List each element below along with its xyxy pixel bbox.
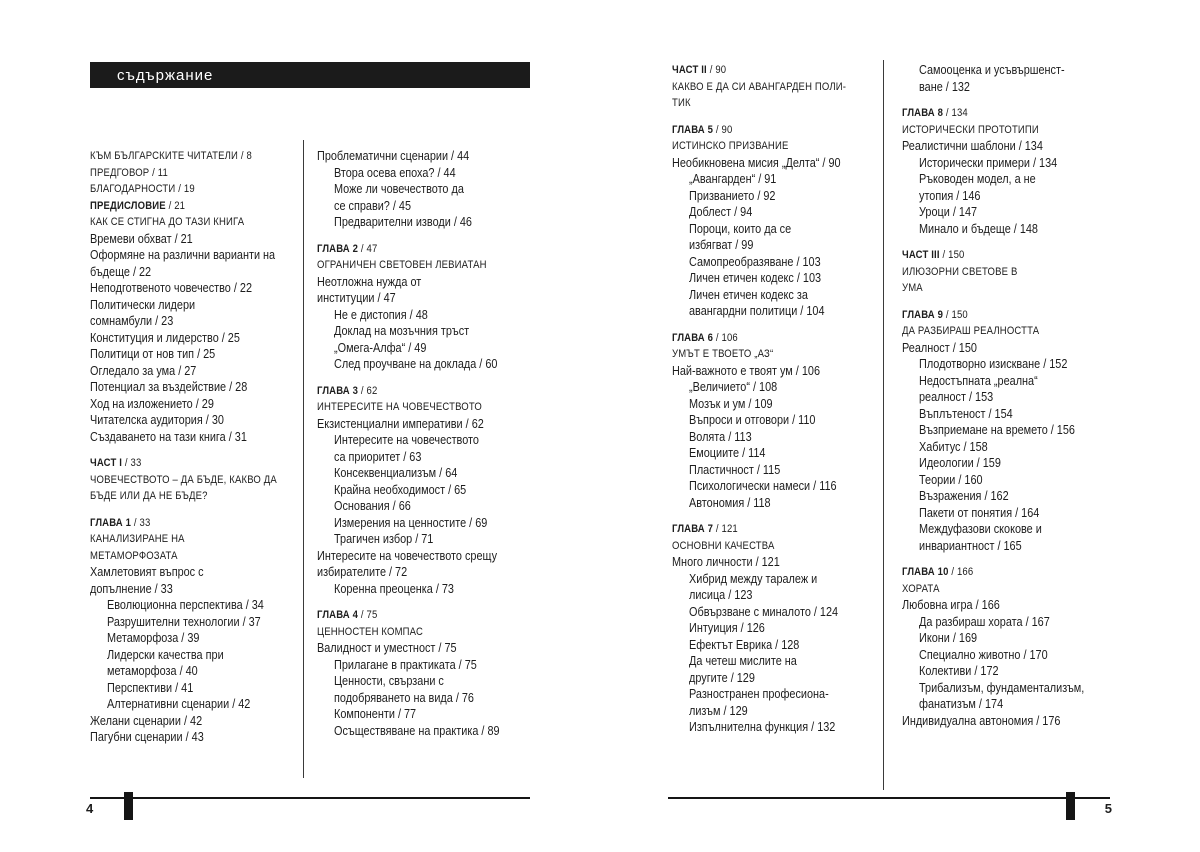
toc-entry: Самооценка и усъвършенст- ване / 132 (919, 62, 1065, 94)
toc-entry: Огледало за ума / 27 (90, 362, 197, 378)
toc-entry: Компоненти / 77 (334, 706, 417, 721)
toc-entry: Необикновена мисия „Делта“ / 90 (672, 154, 841, 170)
toc-column-left-2 (317, 148, 531, 739)
toc-entry: Измерения на ценностите / 69 (334, 514, 488, 530)
toc-entry: БЛАГОДАРНОСТИ / 19 (90, 183, 195, 195)
toc-entry: Неотложна нужда от институции / 47 (317, 273, 422, 305)
toc-entry: Пластичност / 115 (689, 461, 781, 477)
toc-entry: ИСТИНСКО ПРИЗВАНИЕ (672, 140, 789, 152)
toc-entry: Политици от нов тип / 25 (90, 346, 216, 361)
toc-entry: ЧАСТ III / 150 (902, 249, 965, 261)
toc-entry: Трибализъм, фундаментализъм, фанатизъм / 174 (919, 679, 1085, 711)
toc-entry: Най-важното е твоят ум / 106 (672, 362, 821, 378)
toc-entry: Теории / 160 (919, 471, 983, 487)
toc-entry: Ръководен модел, а не утопия / 146 (919, 171, 1036, 203)
contents-header (90, 62, 530, 88)
column-divider-right (883, 60, 884, 790)
contents-title: съдържание (117, 66, 214, 84)
toc-entry: Волята / 113 (689, 428, 752, 444)
toc-entry: Доблест / 94 (689, 204, 753, 219)
toc-entry: Автономия / 118 (689, 494, 771, 510)
toc-entry: Психологически намеси / 116 (689, 478, 837, 493)
toc-entry: Идеологии / 159 (919, 455, 1001, 470)
toc-entry: Индивидуална автономия / 176 (902, 712, 1061, 728)
toc-entry: ХОРАТА (902, 582, 940, 595)
toc-entry: ПРЕДГОВОР / 11 (90, 166, 168, 179)
toc-entry: Много личности / 121 (672, 554, 780, 569)
toc-entry: „Величието“ / 108 (689, 379, 778, 394)
toc-entry: ГЛАВА 5 / 90 (672, 123, 733, 136)
toc-entry: Политически лидери сомнамбули / 23 (90, 296, 196, 328)
toc-entry: ГЛАВА 2 / 47 (317, 242, 378, 255)
toc-entry: ПРЕДИСЛОВИЕ / 21 (90, 199, 186, 212)
toc-entry: Желани сценарии / 42 (90, 712, 203, 728)
toc-entry: УМЪТ Е ТВОЕТО „АЗ“ (672, 348, 774, 360)
toc-entry: Консеквенциализъм / 64 (334, 465, 458, 480)
toc-entry: ЧАСТ I / 33 (90, 457, 142, 469)
toc-entry: Може ли човечеството да се справи? / 45 (334, 181, 464, 213)
toc-entry: Призванието / 92 (689, 187, 776, 203)
toc-entry: Реалистични шаблони / 134 (902, 138, 1043, 153)
toc-entry: Читателска аудитория / 30 (90, 412, 224, 427)
toc-entry: ГЛАВА 6 / 106 (672, 331, 738, 344)
toc-entry: Пагубни сценарии / 43 (90, 729, 204, 744)
toc-entry: Плодотворно изискване / 152 (919, 356, 1068, 371)
toc-entry: Предварителни изводи / 46 (334, 214, 472, 229)
toc-entry: Междуфазови скокове и инвариантност / 165 (919, 521, 1042, 553)
toc-entry: Валидност и уместност / 75 (317, 640, 457, 655)
toc-entry: Разрушителни технологии / 37 (107, 613, 261, 629)
toc-entry: Колективи / 172 (919, 663, 999, 678)
toc-entry: Недостъпната „реална“ реалност / 153 (919, 372, 1038, 404)
toc-entry: Обвързване с миналото / 124 (689, 603, 839, 619)
toc-entry: КАК СЕ СТИГНА ДО ТАЗИ КНИГА (90, 216, 245, 228)
toc-entry: Въплътеност / 154 (919, 405, 1013, 421)
toc-entry: ГЛАВА 4 / 75 (317, 609, 378, 621)
toc-entry: Трагичен избор / 71 (334, 531, 434, 546)
toc-entry: КАНАЛИЗИРАНЕ НА МЕТАМОРФОЗАТА (90, 533, 185, 562)
footer-rule-right (668, 797, 1110, 799)
toc-entry: Специално животно / 170 (919, 646, 1048, 662)
toc-entry: Втора осева епоха? / 44 (334, 164, 456, 180)
toc-entry: Доклад на мозъчния тръст „Омега-Алфа“ / 49 (334, 323, 470, 355)
toc-entry: Неподготвеното човечество / 22 (90, 280, 253, 295)
toc-entry: ГЛАВА 10 / 166 (902, 566, 974, 578)
toc-entry: Времеви обхват / 21 (90, 230, 193, 246)
toc-entry: ИНТЕРЕСИТЕ НА ЧОВЕЧЕСТВОТО (317, 401, 482, 413)
toc-entry: ИСТОРИЧЕСКИ ПРОТОТИПИ (902, 123, 1039, 136)
toc-entry: Перспективи / 41 (107, 679, 194, 695)
footer-rule-left (90, 797, 530, 799)
toc-entry: ОСНОВНИ КАЧЕСТВА (672, 539, 775, 552)
toc-entry: Екзистенциални императиви / 62 (317, 415, 484, 431)
toc-entry: ДА РАЗБИРАШ РЕАЛНОСТТА (902, 325, 1040, 337)
page-number-right: 5 (1104, 801, 1112, 816)
toc-entry: Осъществяване на практика / 89 (334, 722, 500, 738)
toc-entry: Метаморфоза / 39 (107, 630, 200, 645)
toc-column-left-1 (90, 148, 304, 746)
toc-entry: Исторически примери / 134 (919, 154, 1058, 170)
toc-entry: Крайна необходимост / 65 (334, 481, 467, 497)
toc-entry: ГЛАВА 1 / 33 (90, 516, 151, 529)
toc-entry: Конституция и лидерство / 25 (90, 329, 240, 345)
toc-entry: Да четеш мислите на другите / 129 (689, 653, 797, 685)
toc-column-right-1 (672, 62, 883, 736)
toc-entry: ОГРАНИЧЕН СВЕТОВЕН ЛЕВИАТАН (317, 259, 487, 271)
toc-entry: Да разбираш хората / 167 (919, 613, 1050, 629)
toc-entry: Основания / 66 (334, 498, 411, 513)
toc-entry: Еволюционна перспектива / 34 (107, 597, 264, 612)
toc-entry: Реалност / 150 (902, 339, 977, 355)
toc-entry: Алтернативни сценарии / 42 (107, 696, 251, 711)
toc-entry: КАКВО Е ДА СИ АВАНГАРДЕН ПОЛИ- ТИК (672, 80, 847, 109)
toc-entry: Потенциал за въздействие / 28 (90, 379, 248, 394)
toc-entry: Уроци / 147 (919, 204, 978, 219)
toc-entry: КЪМ БЪЛГАРСКИТЕ ЧИТАТЕЛИ / 8 (90, 150, 252, 162)
toc-entry: Въпроси и отговори / 110 (689, 412, 816, 427)
toc-entry: Мозък и ум / 109 (689, 395, 773, 411)
toc-entry: Ход на изложението / 29 (90, 395, 214, 411)
toc-entry: Любовна игра / 166 (902, 597, 1000, 612)
toc-entry: След проучване на доклада / 60 (334, 356, 498, 371)
toc-entry: Прилагане в практиката / 75 (334, 656, 477, 672)
toc-entry: ЧАСТ II / 90 (672, 64, 727, 76)
toc-entry: ЧОВЕЧЕСТВОТО – ДА БЪДЕ, КАКВО ДА БЪДЕ ИЛИ ДА НЕ БЪДЕ? (90, 473, 277, 502)
toc-entry: Интересите на човечеството са приоритет / 63 (334, 432, 479, 464)
toc-entry: Възражения / 162 (919, 488, 1009, 503)
toc-entry: Ценности, свързани с подобряването на вида / 76 (334, 673, 474, 705)
toc-entry: ИЛЮЗОРНИ СВЕТОВЕ В УМА (902, 265, 1018, 294)
footer-tick-left (124, 792, 133, 820)
toc-entry: Изпълнителна функция / 132 (689, 719, 836, 734)
toc-entry: Хибрид между таралеж и лисица / 123 (689, 570, 818, 602)
toc-entry: Ефектът Еврика / 128 (689, 636, 800, 652)
toc-entry: Хамлетовият въпрос с допълнение / 33 (90, 564, 204, 596)
footer-tick-right (1066, 792, 1075, 820)
toc-entry: Минало и бъдеще / 148 (919, 220, 1038, 236)
toc-entry: ГЛАВА 7 / 121 (672, 523, 738, 535)
toc-entry: Личен етичен кодекс за авангардни политици / 104 (689, 286, 825, 318)
toc-entry: Лидерски качества при метаморфоза / 40 (107, 646, 224, 678)
toc-entry: Личен етичен кодекс / 103 (689, 270, 822, 285)
toc-entry: ГЛАВА 9 / 150 (902, 308, 968, 321)
toc-entry: Емоциите / 114 (689, 445, 766, 460)
toc-entry: „Авангарден“ / 91 (689, 171, 777, 186)
toc-entry: Не е дистопия / 48 (334, 306, 428, 322)
toc-column-right-2 (902, 62, 1110, 729)
toc-entry: Създаването на тази книга / 31 (90, 428, 247, 444)
toc-entry: ЦЕННОСТЕН КОМПАС (317, 625, 424, 638)
toc-entry: Интуиция / 126 (689, 620, 765, 635)
toc-entry: Разностранен професиона- лизъм / 129 (689, 686, 829, 718)
toc-entry: Самопреобразяване / 103 (689, 253, 821, 269)
toc-entry: Пакети от понятия / 164 (919, 504, 1040, 520)
toc-entry: ГЛАВА 3 / 62 (317, 384, 378, 397)
column-divider-left (303, 140, 304, 778)
toc-entry: Проблематични сценарии / 44 (317, 148, 470, 163)
toc-entry: Интересите на човечеството срещу избирателите / 72 (317, 547, 498, 579)
toc-entry: Оформяне на различни варианти на бъдеще / 22 (90, 247, 276, 279)
toc-entry: Възприемане на времето / 156 (919, 422, 1075, 437)
toc-entry: Хабитус / 158 (919, 438, 988, 454)
toc-entry: Пороци, които да се избягват / 99 (689, 220, 792, 252)
toc-entry: Икони / 169 (919, 630, 978, 645)
toc-entry: Коренна преоценка / 73 (334, 580, 454, 596)
toc-entry: ГЛАВА 8 / 134 (902, 107, 968, 119)
page-number-left: 4 (86, 801, 94, 816)
